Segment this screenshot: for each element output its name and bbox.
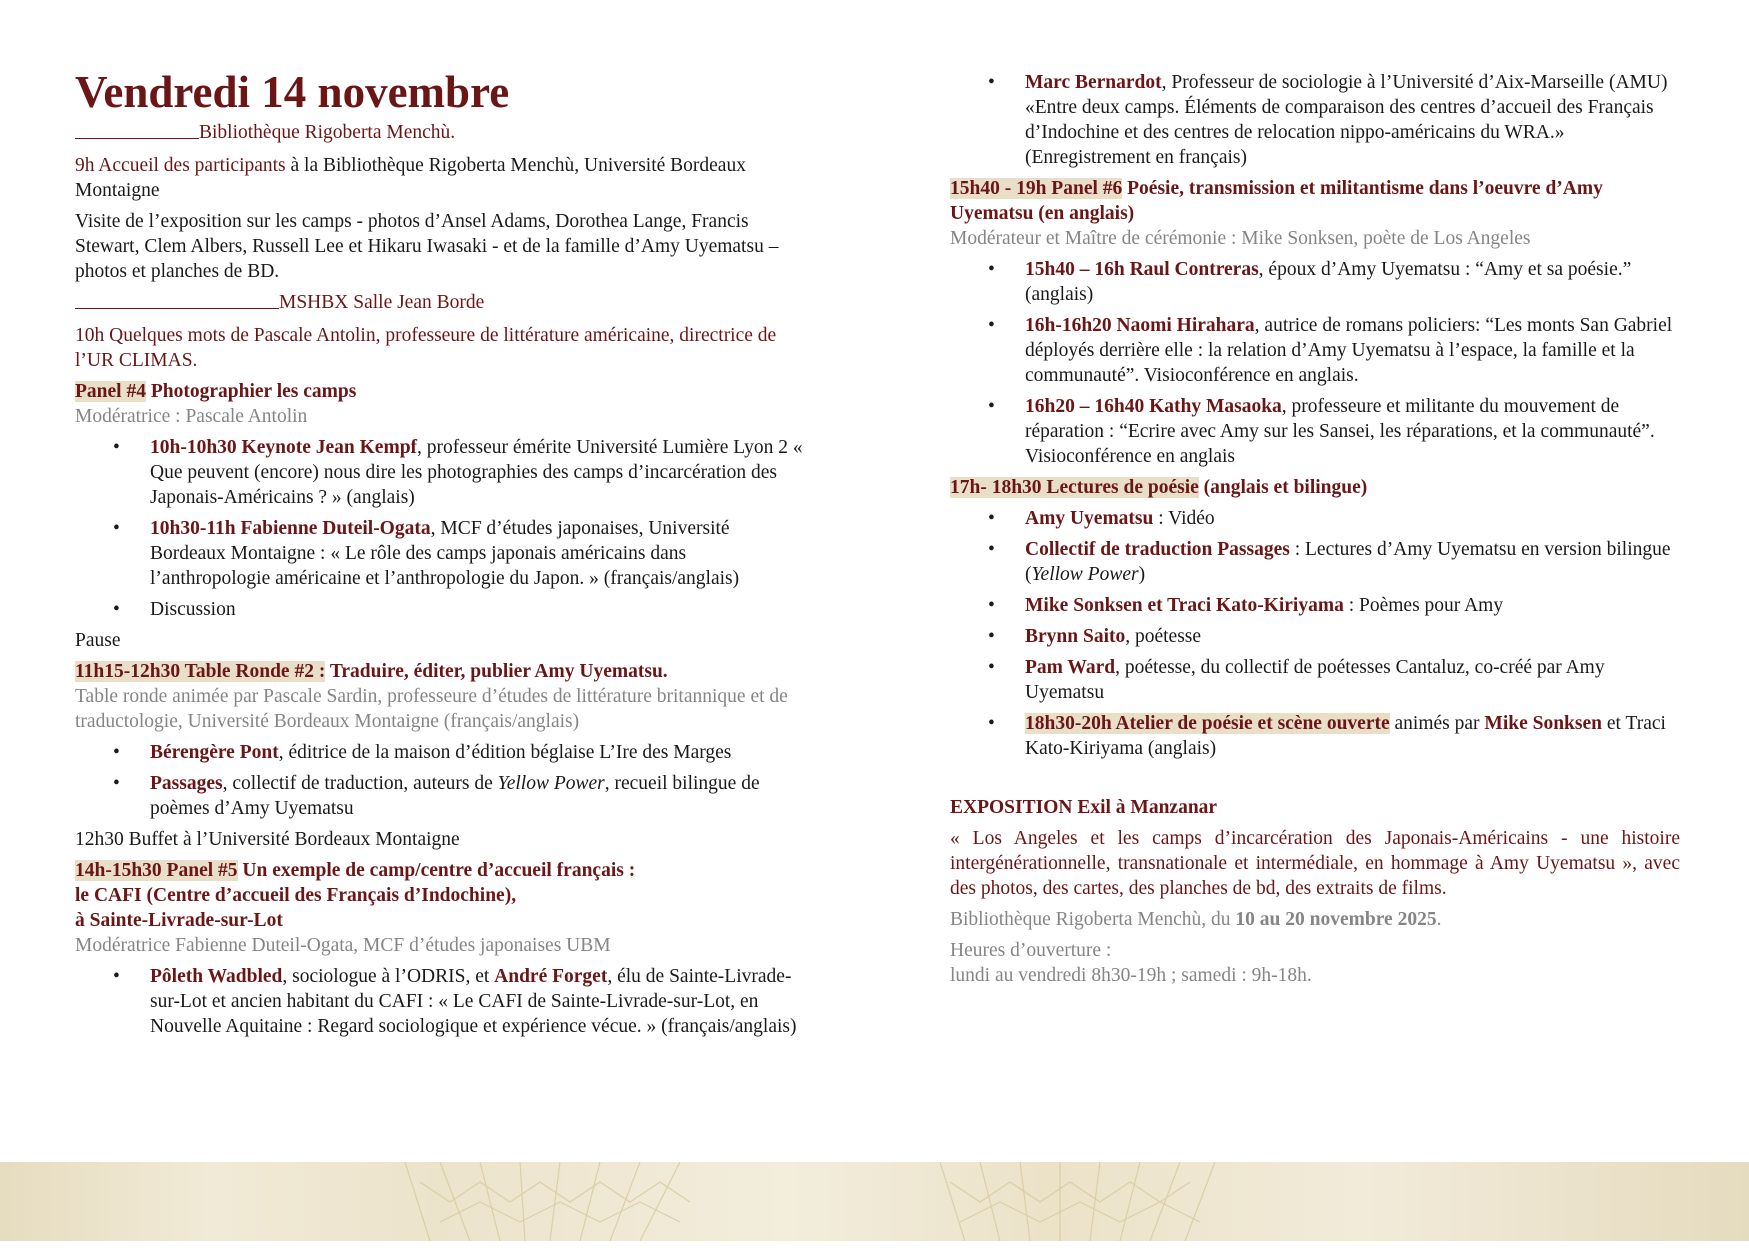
text-segment: (anglais et bilingue) <box>1198 477 1368 498</box>
bullet-icon: • <box>988 396 995 417</box>
decorative-footer-band <box>0 1162 1749 1241</box>
paragraph <box>75 153 805 203</box>
bullet-icon: • <box>988 539 995 560</box>
text-segment: 9h Accueil des participants <box>75 155 286 176</box>
bullet-icon: • <box>113 742 120 763</box>
text-segment: « Los Angeles et les camps d’incarcération des Japonais-Américains - une histoire intergénérationnelle, transnationale et intermédiale, en hommage à Amy Uyematsu », avec des photos, des cartes, des planches de bd, des extraits de films. <box>950 828 1680 899</box>
text-segment: Yellow Power <box>1031 564 1139 585</box>
list-item <box>950 624 1680 649</box>
paragraph <box>950 795 1680 820</box>
text-segment: : Lectures d’Amy Uyematsu en version bilingue ( <box>1025 539 1671 585</box>
paragraph <box>75 659 805 734</box>
text-segment: Visite de l’exposition sur les camps - photos d’Ansel Adams, Dorothea Lange, Francis Stewart, Clem Albers, Russell Lee et Hikaru Iwasaki - et de la famille d’Amy Uyematsu – photos et planches de BD. <box>75 211 779 282</box>
text-segment: Passages <box>150 773 223 794</box>
text-segment: EXPOSITION Exil à Manzanar <box>950 797 1218 818</box>
list-item <box>950 70 1680 170</box>
list-item <box>950 313 1680 388</box>
bullet-icon: • <box>113 518 120 539</box>
text-segment: Traduire, éditer, publier Amy Uyematsu. <box>325 661 668 682</box>
list-item <box>75 435 805 510</box>
text-segment: Poésie, transmission et militantisme dans l’oeuvre d’Amy Uyematsu (en anglais) <box>950 178 1603 224</box>
text-segment: , poétesse <box>1125 626 1202 647</box>
paragraph <box>75 379 805 429</box>
paragraph <box>75 628 805 653</box>
bullet-list <box>75 964 805 1039</box>
bullet-icon: • <box>113 773 120 794</box>
bullet-icon: • <box>113 437 120 458</box>
venue-name: MSHBX Salle Jean Borde <box>279 292 485 313</box>
text-segment: Brynn Saito <box>1025 626 1126 647</box>
text-segment: 16h20 – 16h40 Kathy Masaoka <box>1025 396 1282 417</box>
text-segment: 16h-16h20 Naomi Hirahara <box>1025 315 1255 336</box>
page-title: Vendredi 14 novembre <box>75 67 510 117</box>
text-segment: Amy Uyematsu <box>1025 508 1154 529</box>
text-segment: , professeure et militante du mouvement de réparation : “Ecrire avec Amy sur les Sansei, les réparations, et la communauté”. Visioconférence en anglais <box>1025 396 1655 467</box>
bullet-icon: • <box>988 595 995 616</box>
text-segment: 14h-15h30 Panel #5 <box>75 860 238 881</box>
geometric-pattern-icon <box>0 1162 1749 1241</box>
text-segment: , éditrice de la maison d’édition béglaise L’Ire des Marges <box>278 742 732 763</box>
text-segment: Modératrice Fabienne Duteil-Ogata, MCF d’études japonaises UBM <box>75 935 611 956</box>
text-segment: 18h30-20h Atelier de poésie et scène ouverte <box>1025 713 1390 734</box>
text-segment: 15h40 – 16h Raul Contreras <box>1025 259 1259 280</box>
bullet-list <box>950 506 1680 761</box>
text-segment: Mike Sonksen et Traci Kato-Kiriyama <box>1025 595 1344 616</box>
text-segment: Panel #4 <box>75 381 146 402</box>
text-segment: Bérengère Pont <box>150 742 279 763</box>
text-segment: Marc Bernardot <box>1025 72 1162 93</box>
text-segment: Heures d’ouverture : lundi au vendredi 8h30-19h ; samedi : 9h-18h. <box>950 940 1312 986</box>
text-segment: André Forget <box>494 966 608 987</box>
text-segment: Modérateur et Maître de cérémonie : Mike Sonksen, poète de Los Angeles <box>950 228 1531 249</box>
list-item <box>75 597 805 622</box>
text-segment: : Vidéo <box>1153 508 1215 529</box>
text-segment: ) <box>1138 564 1146 585</box>
bullet-icon: • <box>988 315 995 336</box>
paragraph <box>950 907 1680 932</box>
bullet-list <box>75 740 805 821</box>
text-segment: Mike Sonksen <box>1484 713 1602 734</box>
bullet-list <box>950 257 1680 469</box>
list-item <box>950 394 1680 469</box>
list-item <box>950 537 1680 587</box>
text-segment: animés par <box>1389 713 1485 734</box>
text-segment: Un exemple de camp/centre d’accueil français : le CAFI (Centre d’accueil des Français d’Indochine), à Sainte-Livrade-sur-Lot <box>75 860 636 931</box>
text-segment: à la Bibliothèque Rigoberta Menchù, Université Bordeaux Montaigne <box>75 155 746 201</box>
paragraph <box>75 827 805 852</box>
bullet-icon: • <box>988 713 995 734</box>
divider-line <box>75 138 199 139</box>
bullet-icon: • <box>988 508 995 529</box>
bullet-list <box>950 70 1680 170</box>
text-segment: Collectif de traduction Passages <box>1025 539 1290 560</box>
list-item <box>950 506 1680 531</box>
text-segment: 12h30 Buffet à l’Université Bordeaux Montaigne <box>75 829 460 850</box>
bullet-icon: • <box>113 599 120 620</box>
text-segment: Modératrice : Pascale Antolin <box>75 406 308 427</box>
text-segment: : Poèmes pour Amy <box>1343 595 1504 616</box>
text-segment: , MCF d’études japonaises, Université Bordeaux Montaigne : « Le rôle des camps japonais américains dans l’anthropologie américaine et l’anthropologie du Japon. » (français/anglais) <box>150 518 740 589</box>
text-segment: Yellow Power <box>497 773 605 794</box>
list-item <box>950 257 1680 307</box>
list-item <box>950 711 1680 761</box>
bullet-list <box>75 435 805 622</box>
list-item <box>950 593 1680 618</box>
text-segment: et Traci Kato-Kiriyama (anglais) <box>1025 713 1666 759</box>
paragraph <box>950 826 1680 901</box>
text-segment: , élu de Sainte-Livrade-sur-Lot et ancien habitant du CAFI : « Le CAFI de Sainte-Livrade-sur-Lot, en Nouvelle Aquitaine : Regard sociologique et expérience vécue. » (français/anglais) <box>150 966 797 1037</box>
bullet-icon: • <box>113 966 120 987</box>
text-segment: 15h40 - 19h Panel #6 <box>950 178 1123 199</box>
paragraph <box>950 938 1680 988</box>
paragraph <box>950 176 1680 251</box>
text-segment: , époux d’Amy Uyematsu : “Amy et sa poésie.” (anglais) <box>1025 259 1632 305</box>
text-segment: 11h15-12h30 Table Ronde #2 : <box>75 661 326 682</box>
text-segment: . <box>1436 909 1442 930</box>
text-segment: , collectif de traduction, auteurs de <box>222 773 498 794</box>
text-segment: , autrice de romans policiers: “Les monts San Gabriel déployés derrière elle : la relation d’Amy Uyematsu à l’espace, la famille et la communauté”. Visioconférence en anglais. <box>1025 315 1673 386</box>
text-segment: Discussion <box>150 599 236 620</box>
divider-line <box>75 308 279 309</box>
list-item <box>950 655 1680 705</box>
text-segment: 10h30-11h Fabienne Duteil-Ogata <box>150 518 431 539</box>
text-segment: 10h-10h30 Keynote Jean Kempf <box>150 437 418 458</box>
text-segment: , professeur émérite Université Lumière Lyon 2 « Que peuvent (encore) nous dire les photographies des camps d’incarcération des Japonais-Américains ? » (anglais) <box>150 437 803 508</box>
text-segment: Pause <box>75 630 121 651</box>
text-segment: Bibliothèque Rigoberta Menchù, du <box>950 909 1236 930</box>
paragraph <box>75 858 805 958</box>
spacer <box>950 767 1680 795</box>
left-column <box>75 66 805 1045</box>
text-segment: , recueil bilingue de poèmes d’Amy Uyematsu <box>150 773 760 819</box>
bullet-icon: • <box>988 72 995 93</box>
text-segment: Table ronde animée par Pascale Sardin, professeure d’études de littérature britannique et de traductologie, Université Bordeaux Montaigne (français/anglais) <box>75 686 788 732</box>
list-item <box>75 964 805 1039</box>
list-item <box>75 771 805 821</box>
right-column <box>950 70 1680 994</box>
venue-name: Bibliothèque Rigoberta Menchù. <box>199 122 456 143</box>
bullet-icon: • <box>988 259 995 280</box>
bullet-icon: • <box>988 657 995 678</box>
text-segment: Pam Ward <box>1025 657 1116 678</box>
text-segment: , poétesse, du collectif de poétesses Cantaluz, co-créé par Amy Uyematsu <box>1025 657 1605 703</box>
list-item <box>75 740 805 765</box>
venue-heading <box>75 290 805 315</box>
bullet-icon: • <box>988 626 995 647</box>
text-segment: 17h- 18h30 Lectures de poésie <box>950 477 1199 498</box>
paragraph <box>950 475 1680 500</box>
paragraph <box>75 323 805 373</box>
text-segment: Pôleth Wadbled <box>150 966 283 987</box>
paragraph <box>75 209 805 284</box>
text-segment: , Professeur de sociologie à l’Université d’Aix-Marseille (AMU) «Entre deux camps. Éléments de comparaison des centres d’accueil des Français d’Indochine et des centres de relocation nippo-américains du WRA.» (Enregistrement en français) <box>1025 72 1668 168</box>
text-segment: 10 au 20 novembre 2025 <box>1235 909 1437 930</box>
text-segment: 10h Quelques mots de Pascale Antolin, professeure de littérature américaine, directrice de l’UR CLIMAS. <box>75 325 777 371</box>
venue-heading <box>75 120 805 145</box>
text-segment: , sociologue à l’ODRIS, et <box>282 966 495 987</box>
text-segment: Photographier les camps <box>145 381 357 402</box>
list-item <box>75 516 805 591</box>
